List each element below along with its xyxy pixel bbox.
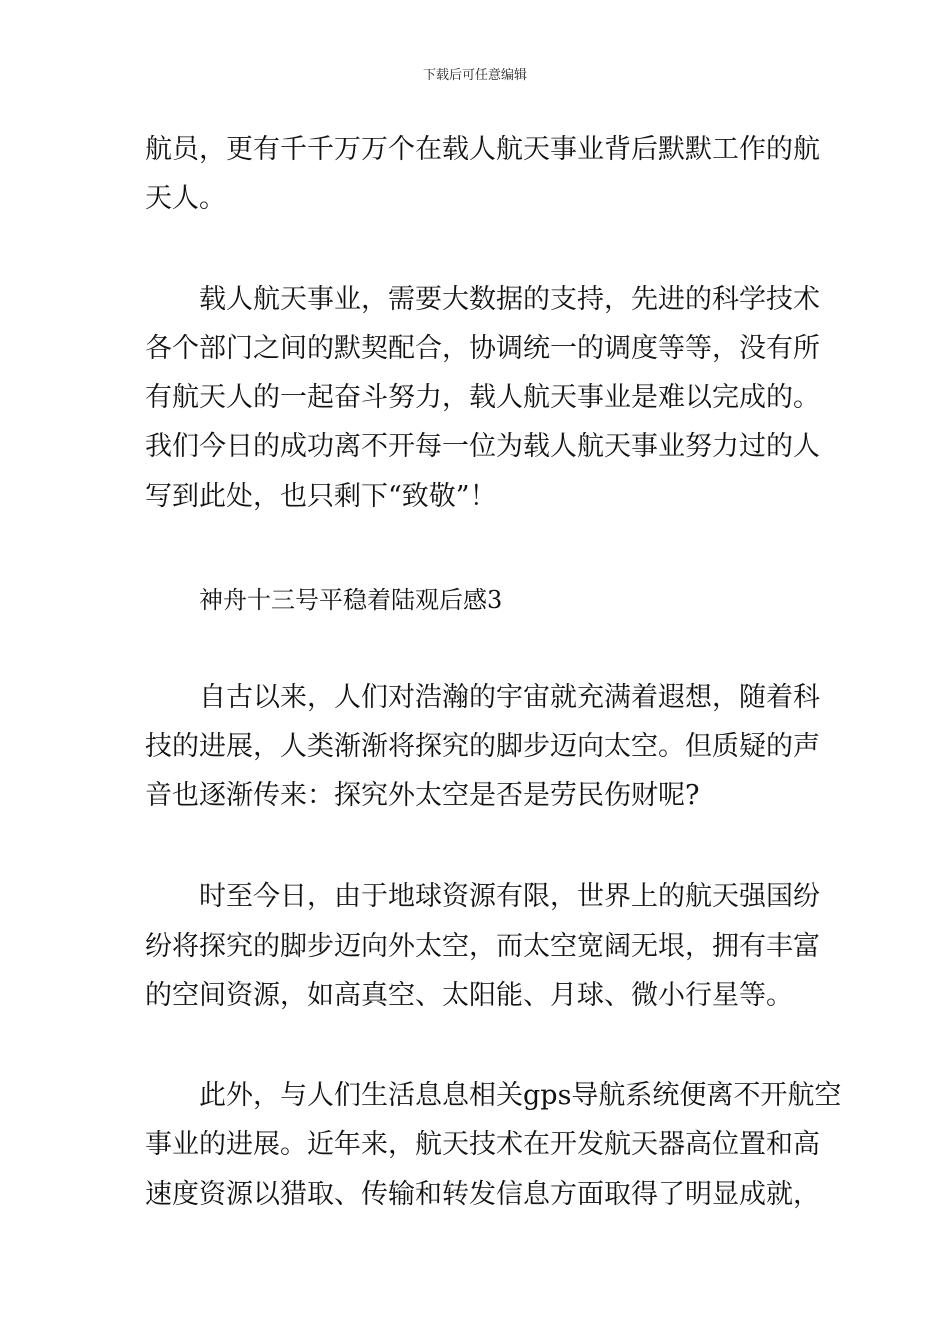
paragraph-1-line-2: 天人。 [145,183,226,214]
paragraph-4-line-1: 时至今日，由于地球资源有限，世界上的航天强国纷 [199,881,820,912]
paragraph-4-line-2: 纷将探究的脚步迈向外太空，而太空宽阔无垠，拥有丰富 [145,931,820,962]
paragraph-2-line-4: 我们今日的成功离不开每一位为载人航天事业努力过的人 [145,431,820,462]
paragraph-3-line-1: 自古以来，人们对浩瀚的宇宙就充满着遐想，随着科 [199,682,820,713]
paragraph-5-line-2: 事业的进展。近年来，航天技术在开发航天器高位置和高 [145,1129,820,1160]
section-title: 神舟十三号平稳着陆观后感3 [199,586,503,614]
paragraph-2-line-5: 写到此处，也只剩下“致敬”！ [145,481,497,512]
paragraph-3-line-3: 音也逐渐传来：探究外太空是否是劳民伤财呢? [145,780,700,811]
paragraph-3-line-2: 技的进展，人类渐渐将探究的脚步迈向太空。但质疑的声 [145,731,820,762]
paragraph-2-line-2: 各个部门之间的默契配合，协调统一的调度等等，没有所 [145,333,820,364]
page-header-note: 下载后可任意编辑 [422,68,527,83]
paragraph-5-line-3: 速度资源以猎取、传输和转发信息方面取得了明显成就， [145,1179,820,1210]
paragraph-2-line-3: 有航天人的一起奋斗努力，载人航天事业是难以完成的。 [145,382,820,413]
paragraph-4-line-3: 的空间资源，如高真空、太阳能、月球、微小行星等。 [145,980,793,1011]
paragraph-5-line-1: 此外，与人们生活息息相关gps导航系统便离不开航空 [199,1080,842,1111]
paragraph-1-line-1: 航员，更有千千万万个在载人航天事业背后默默工作的航 [145,134,820,165]
paragraph-2-line-1: 载人航天事业，需要大数据的支持，先进的科学技术 [199,284,820,315]
